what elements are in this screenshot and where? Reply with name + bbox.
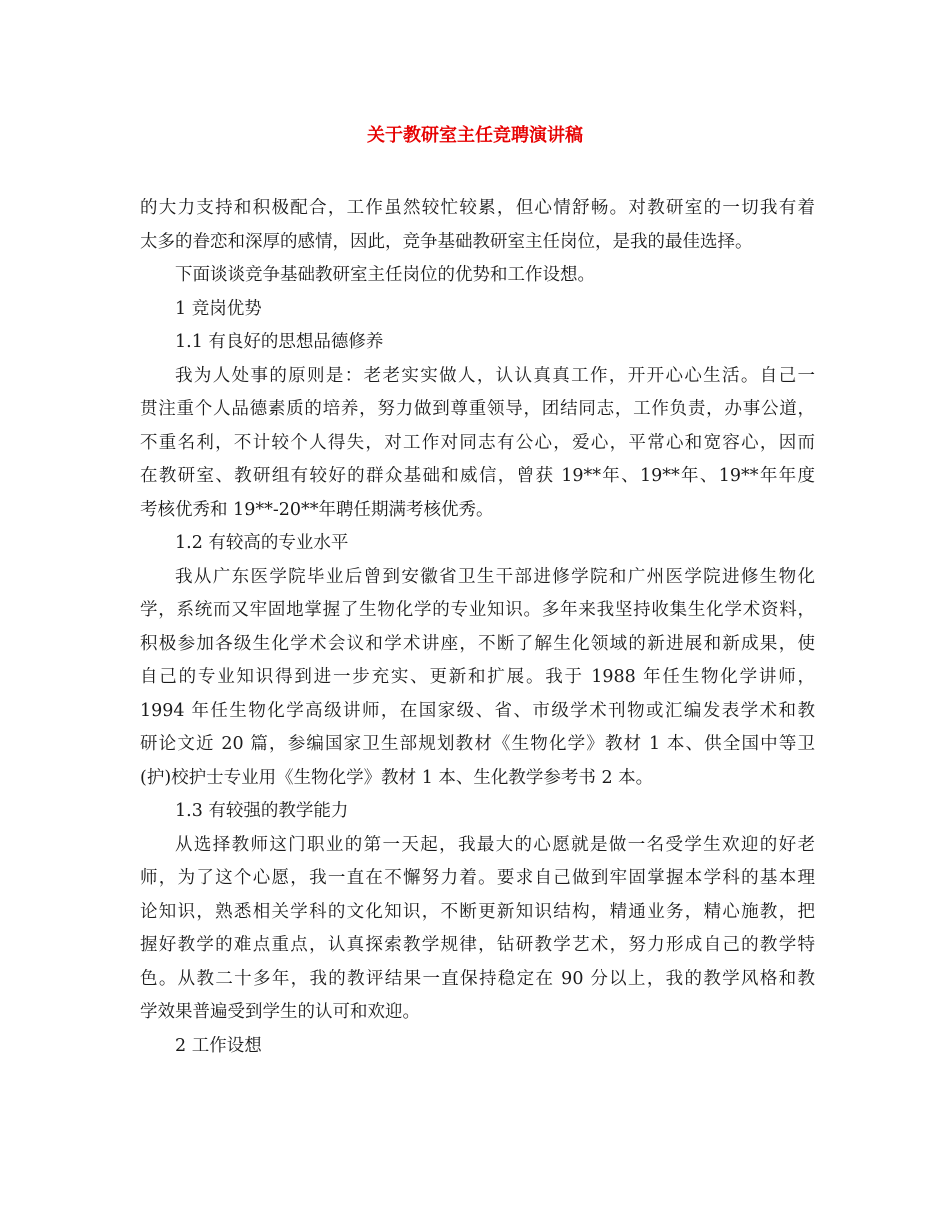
body-line: 学效果普遍受到学生的认可和欢迎。	[140, 1002, 420, 1022]
body-line: 不重名利，不计较个人得失，对工作对同志有公心，爱心，平常心和宽容心，因而	[140, 432, 815, 453]
body-line: 从选择教师这门职业的第一天起，我最大的心愿就是做一名受学生欢迎的好老	[175, 834, 815, 855]
body-line: (护)校护士专业用《生物化学》教材 1 本、生化教学参考书 2 本。	[140, 767, 654, 788]
body-line: 积极参加各级生化学术会议和学术讲座，不断了解生化领域的新进展和新成果，使	[140, 633, 815, 654]
body-line: 贯注重个人品德素质的培养，努力做到尊重领导，团结同志，工作负责，办事公道，	[140, 399, 815, 419]
document-title: 关于教研室主任竞聘演讲稿	[367, 125, 583, 146]
body-line: 研论文近 20 篇，参编国家卫生部规划教材《生物化学》教材 1 本、供全国中等卫	[140, 734, 815, 754]
body-line: 我为人处事的原则是：老老实实做人，认认真真工作，开开心心生活。自己一	[175, 365, 815, 386]
body-line: 太多的眷恋和深厚的感情，因此，竞争基础教研室主任岗位，是我的最佳选择。	[140, 231, 753, 252]
body-line: 师，为了这个心愿，我一直在不懈努力着。要求自己做到牢固掌握本学科的基本理	[140, 868, 815, 888]
body-line: 下面谈谈竞争基础教研室主任岗位的优势和工作设想。	[175, 265, 595, 285]
body-line: 自己的专业知识得到进一步充实、更新和扩展。我于 1988 年任生物化学讲师，	[140, 667, 815, 687]
subsection-heading: 1.2 有较高的专业水平	[175, 533, 349, 553]
body-line: 色。从教二十多年，我的教评结果一直保持稳定在 90 分以上，我的教学风格和教	[140, 968, 815, 989]
subsection-heading: 1.3 有较强的教学能力	[175, 801, 349, 821]
body-line: 在教研室、教研组有较好的群众基础和威信，曾获 19**年、19**年、19**年年度	[140, 466, 815, 486]
section-heading: 2 工作设想	[175, 1035, 262, 1056]
body-line: 的大力支持和积极配合，工作虽然较忙较累，但心情舒畅。对教研室的一切我有着	[140, 198, 815, 218]
body-line: 1994 年任生物化学高级讲师，在国家级、省、市级学术刊物或汇编发表学术和教	[140, 700, 815, 721]
body-line: 握好教学的难点重点，认真探索教学规律，钻研教学艺术，努力形成自己的教学特	[140, 935, 815, 955]
subsection-heading: 1.1 有良好的思想品德修养	[175, 332, 384, 352]
section-heading: 1 竞岗优势	[175, 298, 262, 319]
body-line: 考核优秀和 19**-20**年聘任期满考核优秀。	[140, 499, 494, 520]
document-body	[140, 192, 815, 1063]
body-line: 论知识，熟悉相关学科的文化知识，不断更新知识结构，精通业务，精心施教，把	[140, 901, 815, 922]
body-line: 我从广东医学院毕业后曾到安徽省卫生干部进修学院和广州医学院进修生物化	[175, 566, 815, 587]
body-line: 学，系统而又牢固地掌握了生物化学的专业知识。多年来我坚持收集生化学术资料，	[140, 600, 815, 620]
